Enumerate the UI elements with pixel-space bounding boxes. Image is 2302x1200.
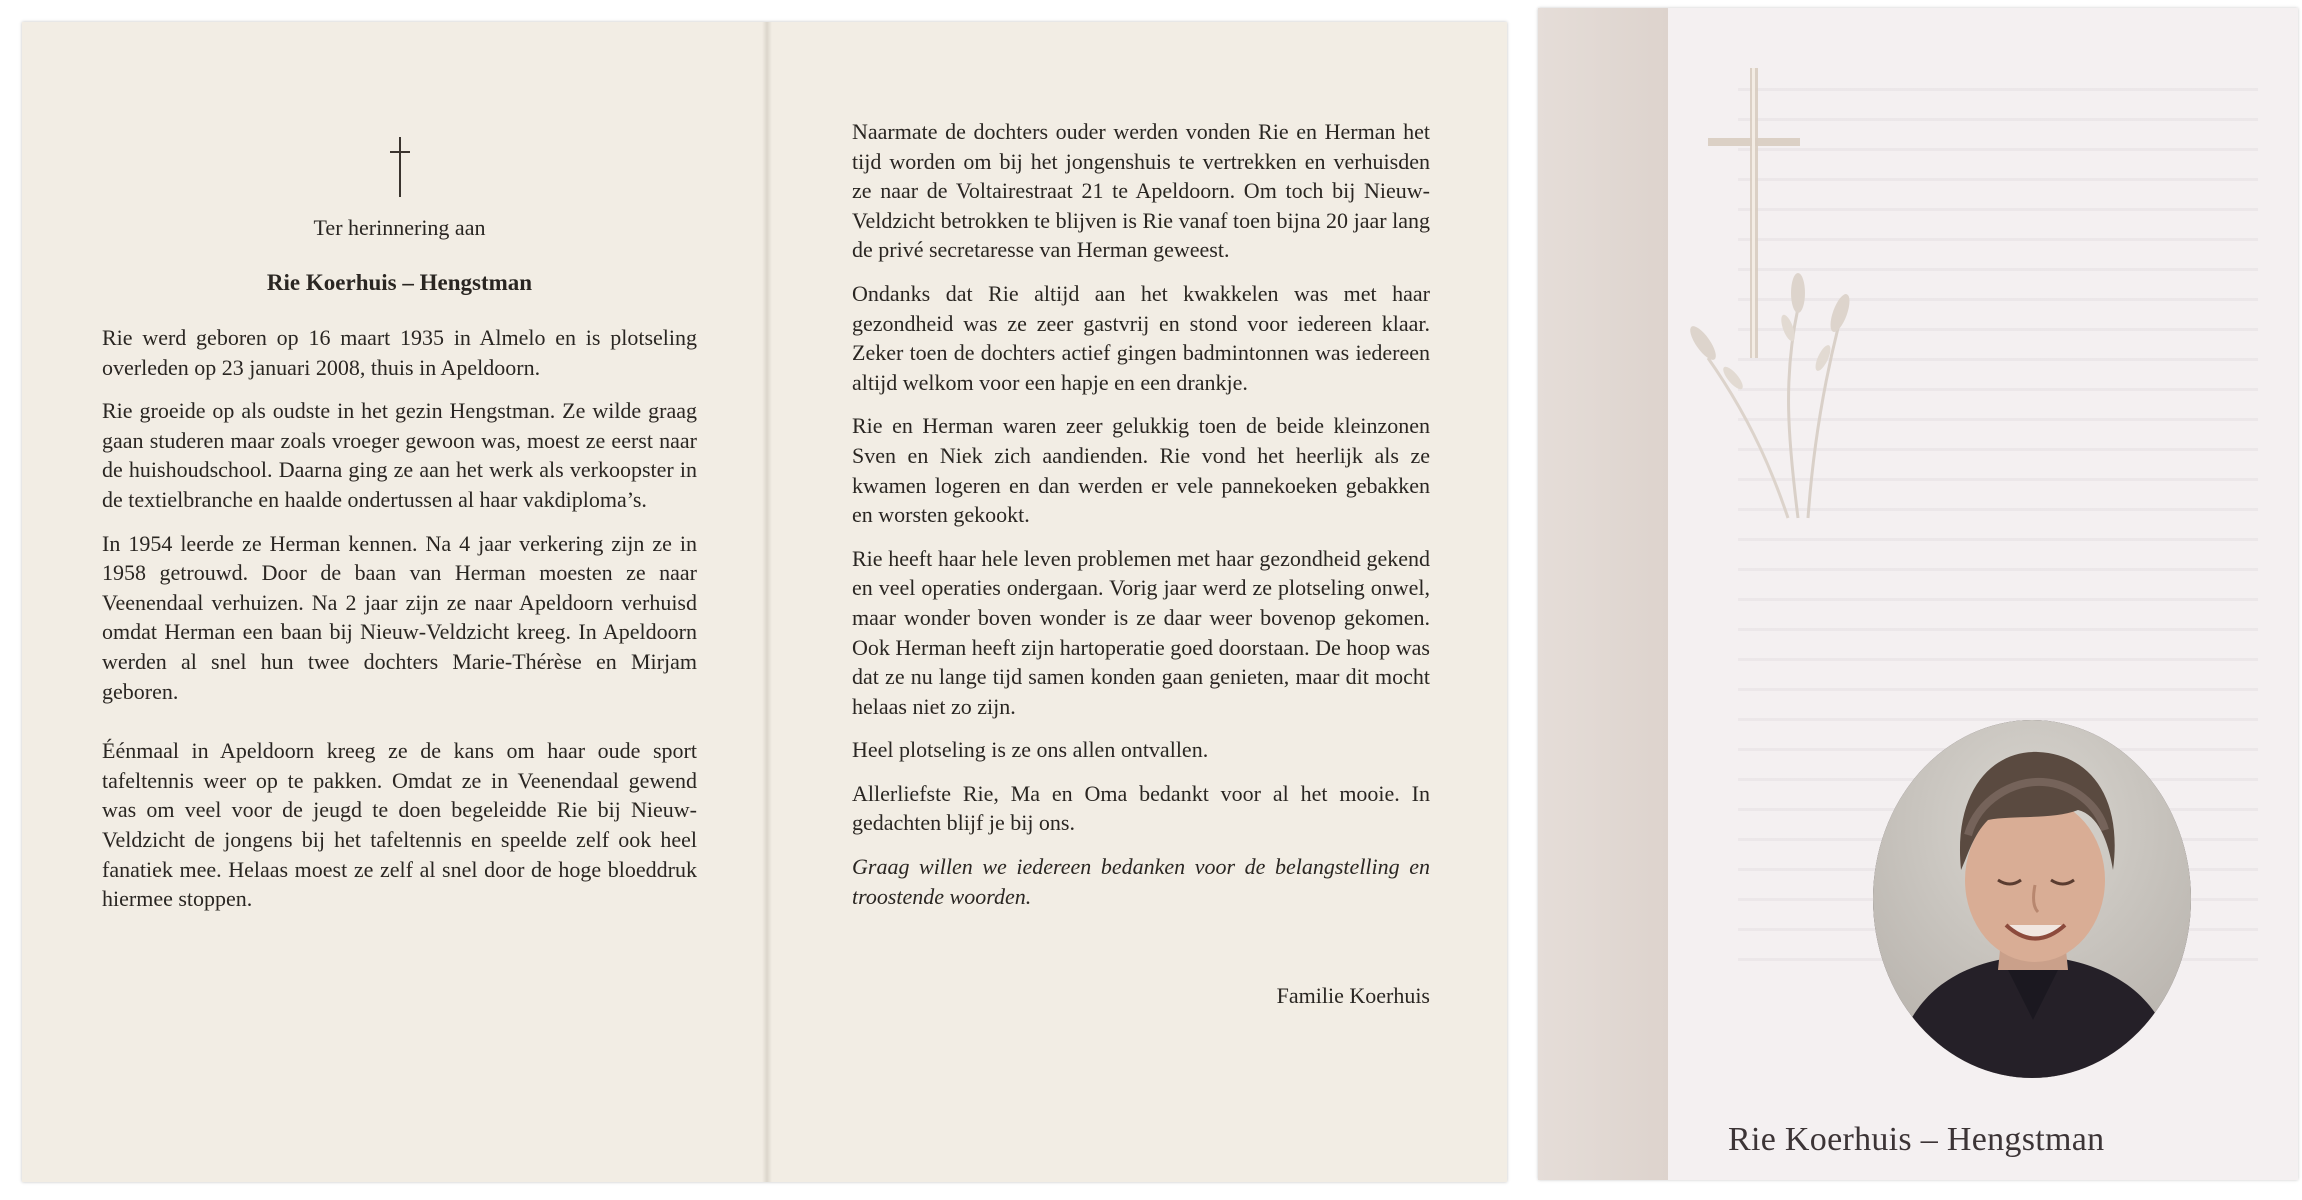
deceased-name: Rie Koerhuis – Hengstman (266, 270, 533, 295)
paragraph-grandsons: Rie en Herman waren zeer gelukkig toen de beide kleinzonen Sven en Niek zich aandienden. Rie vond het heerlijk als ze kwamen logeren en dan werden er vele pannekoeken gebakken en worsten gekookt. (852, 413, 1430, 528)
cover-card (1538, 8, 2298, 1180)
right-page (852, 117, 1430, 1011)
paragraph-table-tennis: Éénmaal in Apeldoorn kreeg ze de kans om haar oude sport tafeltennis weer op te pakken. Omdat ze in Veenendaal gewend was om veel voor de jeugd te doen begeleidde Rie bij Nieuw-Veldzicht de jongens bij het tafeltennis en speelde zelf ook heel fanatiek mee. Helaas moest ze zelf al snel door de hoge bloeddruk hiermee stoppen. (102, 738, 697, 912)
cross-wheat-icon (1648, 58, 1868, 528)
paragraph-sudden: Heel plotseling is ze ons allen ontvallen. (852, 737, 1209, 763)
paragraph-thanks: Graag willen we iedereen bedanken voor de belangstelling en troostende woorden. (852, 854, 1430, 909)
center-fold (762, 22, 772, 1182)
inside-spread (22, 22, 1507, 1182)
paragraph-health: Rie heeft haar hele leven problemen met haar gezondheid gekend en veel operaties ondergaan. Vorig jaar werd ze plotseling onwel, maar wonder boven wonder is ze daar weer bovenop gekomen. Ook Herman heeft zijn hartoperatie goed doorstaan. De hoop was dat ze nu lange tijd samen konden gaan genieten, maar dit mocht helaas niet zo zijn. (852, 545, 1430, 719)
paragraph-youth: Rie groeide op als oudste in het gezin Hengstman. Ze wilde graag gaan studeren maar zoals vroeger gewoon was, moest ze eerst naar de huishoudschool. Daarna ging ze aan het werk als verkoopster in de textielbranche en haalde ondertussen al haar vakdiploma’s. (102, 398, 697, 512)
paragraph-farewell: Allerliefste Rie, Ma en Oma bedankt voor al het mooie. In gedachten blijf je bij ons. (852, 780, 1430, 836)
intro-text: Ter herinnering aan (313, 215, 486, 240)
left-page (102, 117, 697, 928)
cross-icon (380, 137, 420, 197)
paragraph-birth: Rie werd geboren op 16 maart 1935 in Almelo en is plotseling overleden op 23 januari 2008, thuis in Apeldoorn. (102, 325, 697, 380)
paragraph-hospitality: Ondanks dat Rie altijd aan het kwakkelen was met haar gezondheid was ze zeer gastvrij en stond voor iedereen klaar. Zeker toen de dochters actief gingen badmintonnen was iedereen altijd welkom voor een hapje en een drankje. (852, 280, 1430, 395)
cover-name: Rie Koerhuis – Hengstman (1728, 1121, 2105, 1158)
signature: Familie Koerhuis (1276, 983, 1430, 1009)
portrait-photo (1873, 720, 2191, 1078)
paragraph-move: Naarmate de dochters ouder werden vonden Rie en Herman het tijd worden om bij het jongenshuis te vertrekken en verhuisden ze naar de Voltairestraat 21 te Apeldoorn. Om toch bij Nieuw-Veldzicht betrokken te blijven is Rie vanaf toen bijna 20 jaar lang de privé secretaresse van Herman geweest. (852, 119, 1430, 263)
paragraph-marriage: In 1954 leerde ze Herman kennen. Na 4 jaar verkering zijn ze in 1958 getrouwd. Door de baan van Herman moesten ze naar Veenendaal verhuizen. Na 2 jaar zijn ze naar Apeldoorn verhuisd omdat Herman een baan bij Nieuw-Veldzicht kreeg. In Apeldoorn werden al snel hun twee dochters Marie-Thérèse en Mirjam geboren. (102, 530, 697, 704)
